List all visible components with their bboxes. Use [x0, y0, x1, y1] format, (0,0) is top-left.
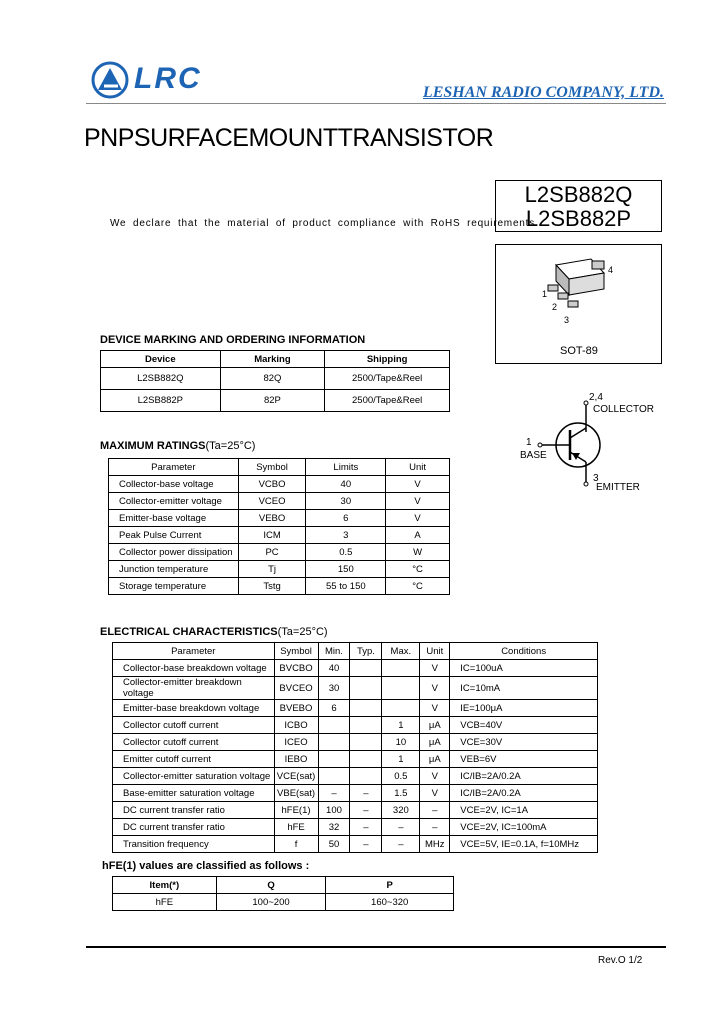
table-cell: BVCBO	[274, 660, 318, 677]
emitter-pin-label: 3	[593, 473, 599, 484]
table-cell: Collector cutoff current	[113, 734, 275, 751]
table-cell: 160~320	[326, 894, 454, 911]
table-cell	[350, 700, 382, 717]
table-row	[109, 561, 450, 578]
table-cell: L2SB882Q	[101, 368, 221, 390]
table-cell: –	[382, 836, 420, 853]
table-cell: –	[350, 819, 382, 836]
table-cell: ICM	[238, 527, 306, 544]
table-cell: 100	[318, 802, 350, 819]
table-cell: BVCEO	[274, 677, 318, 700]
table-header: Symbol	[238, 459, 306, 476]
table-cell: V	[420, 785, 450, 802]
table-cell: 1.5	[382, 785, 420, 802]
table-cell: V	[386, 476, 450, 493]
sot89-package-drawing	[496, 245, 661, 335]
table-cell: –	[318, 785, 350, 802]
table-cell: Collector-emitter breakdown voltage	[113, 677, 275, 700]
table-cell: IE=100μA	[450, 700, 598, 717]
table-row	[109, 476, 450, 493]
table-cell: V	[386, 493, 450, 510]
table-cell: Peak Pulse Current	[109, 527, 239, 544]
table-row	[113, 677, 598, 700]
table-cell: Tj	[238, 561, 306, 578]
table-cell: °C	[386, 578, 450, 595]
table-cell: A	[386, 527, 450, 544]
table-cell: –	[382, 819, 420, 836]
table-header: Device	[101, 351, 221, 368]
table-cell: Collector-emitter saturation voltage	[113, 768, 275, 785]
part-number: L2SB882Q	[524, 182, 633, 207]
table-cell: 40	[318, 660, 350, 677]
elec-title	[100, 626, 328, 638]
pin-label: 4	[608, 265, 614, 275]
table-cell: hFE	[274, 819, 318, 836]
table-cell	[350, 768, 382, 785]
table-cell: –	[420, 819, 450, 836]
table-row	[109, 510, 450, 527]
table-row	[109, 578, 450, 595]
table-cell: VCB=40V	[450, 717, 598, 734]
table-cell: VCE=5V, IE=0.1A, f=10MHz	[450, 836, 598, 853]
table-cell: 150	[306, 561, 386, 578]
table-cell: 82Q	[220, 368, 325, 390]
pin-label: 3	[564, 315, 570, 325]
table-cell: 0.5	[382, 768, 420, 785]
header-rule	[86, 103, 666, 104]
table-header: P	[326, 877, 454, 894]
table-cell: V	[420, 677, 450, 700]
hfe-table	[112, 876, 454, 911]
table-cell: –	[350, 836, 382, 853]
table-cell: 2500/Tape&Reel	[325, 368, 450, 390]
table-header: Parameter	[113, 643, 275, 660]
table-cell: L2SB882P	[101, 390, 221, 412]
table-cell: V	[386, 510, 450, 527]
package-name: SOT-89	[560, 345, 598, 357]
table-cell: 55 to 150	[306, 578, 386, 595]
table-cell: Emitter-base breakdown voltage	[113, 700, 275, 717]
table-header: Typ.	[350, 643, 382, 660]
table-cell	[350, 734, 382, 751]
table-cell: VEBO	[238, 510, 306, 527]
table-cell: Collector-base voltage	[109, 476, 239, 493]
table-cell: 1	[382, 751, 420, 768]
table-cell	[382, 700, 420, 717]
table-cell	[350, 751, 382, 768]
table-cell	[318, 768, 350, 785]
table-cell: DC current transfer ratio	[113, 819, 275, 836]
table-cell: BVEBO	[274, 700, 318, 717]
table-cell: 0.5	[306, 544, 386, 561]
table-cell: ICBO	[274, 717, 318, 734]
table-cell: MHz	[420, 836, 450, 853]
table-cell: 320	[382, 802, 420, 819]
table-cell	[318, 751, 350, 768]
table-row	[113, 700, 598, 717]
table-cell: VEB=6V	[450, 751, 598, 768]
table-cell: μA	[420, 717, 450, 734]
table-cell: PC	[238, 544, 306, 561]
table-cell: °C	[386, 561, 450, 578]
table-row	[113, 819, 598, 836]
table-row	[113, 734, 598, 751]
table-row	[113, 717, 598, 734]
table-cell: Collector-emitter voltage	[109, 493, 239, 510]
table-cell: ICEO	[274, 734, 318, 751]
section-title: ELECTRICAL CHARACTERISTICS	[100, 626, 278, 638]
table-cell: 6	[318, 700, 350, 717]
table-cell: W	[386, 544, 450, 561]
table-row	[109, 493, 450, 510]
table-cell: Collector-base breakdown voltage	[113, 660, 275, 677]
table-cell: VCEO	[238, 493, 306, 510]
section-condition: (Ta=25°C)	[277, 626, 328, 638]
table-cell: 100~200	[216, 894, 326, 911]
table-header: Shipping	[325, 351, 450, 368]
table-header: Parameter	[109, 459, 239, 476]
table-cell: hFE(1)	[274, 802, 318, 819]
hfe-classification-title: hFE(1) values are classified as follows :	[102, 860, 310, 872]
table-cell: Transition frequency	[113, 836, 275, 853]
table-cell: μA	[420, 734, 450, 751]
table-cell: IEBO	[274, 751, 318, 768]
table-cell: IC=100uA	[450, 660, 598, 677]
table-row	[113, 802, 598, 819]
section-title: MAXIMUM RATINGS	[100, 440, 206, 452]
table-header: Conditions	[450, 643, 598, 660]
table-cell: 10	[382, 734, 420, 751]
table-header: Item(*)	[113, 877, 217, 894]
table-cell: V	[420, 700, 450, 717]
max-ratings-title	[100, 440, 255, 452]
table-row	[113, 836, 598, 853]
table-cell: Emitter cutoff current	[113, 751, 275, 768]
table-cell: V	[420, 768, 450, 785]
table-cell: 2500/Tape&Reel	[325, 390, 450, 412]
table-cell: 82P	[220, 390, 325, 412]
table-cell: 6	[306, 510, 386, 527]
table-cell: VCE=2V, IC=100mA	[450, 819, 598, 836]
table-cell: Tstg	[238, 578, 306, 595]
collector-label: COLLECTOR	[593, 404, 654, 415]
rohs-statement: We declare that the material of product compliance with RoHS requirements.	[110, 218, 539, 229]
table-row	[109, 544, 450, 561]
table-header: Unit	[420, 643, 450, 660]
collector-pin-label: 2,4	[589, 392, 603, 403]
table-cell: IC/IB=2A/0.2A	[450, 785, 598, 802]
table-cell: 32	[318, 819, 350, 836]
table-header: Q	[216, 877, 326, 894]
table-cell: 3	[306, 527, 386, 544]
part-number: L2SB882P	[525, 206, 632, 231]
table-row	[113, 785, 598, 802]
table-header: Symbol	[274, 643, 318, 660]
base-label: BASE	[520, 450, 547, 461]
table-cell	[350, 677, 382, 700]
table-cell	[350, 660, 382, 677]
page-title: PNPSURFACEMOUNTTRANSISTOR	[84, 124, 494, 152]
table-cell: V	[420, 660, 450, 677]
table-cell: VBE(sat)	[274, 785, 318, 802]
table-cell: μA	[420, 751, 450, 768]
table-header: Marking	[220, 351, 325, 368]
table-header: Max.	[382, 643, 420, 660]
table-cell: VCE(sat)	[274, 768, 318, 785]
table-cell: VCE=2V, IC=1A	[450, 802, 598, 819]
table-cell	[382, 660, 420, 677]
table-cell: 50	[318, 836, 350, 853]
marking-table	[100, 350, 450, 412]
table-cell: Storage temperature	[109, 578, 239, 595]
table-header: Min.	[318, 643, 350, 660]
table-cell: 40	[306, 476, 386, 493]
table-row	[113, 768, 598, 785]
table-header: Unit	[386, 459, 450, 476]
table-cell: VCBO	[238, 476, 306, 493]
footer-rule	[86, 946, 666, 948]
table-cell	[350, 717, 382, 734]
table-cell	[318, 734, 350, 751]
logo-text: LRC	[134, 62, 202, 95]
table-cell: Emitter-base voltage	[109, 510, 239, 527]
table-cell: Junction temperature	[109, 561, 239, 578]
table-cell: Collector power dissipation	[109, 544, 239, 561]
table-cell: IC=10mA	[450, 677, 598, 700]
table-cell	[318, 717, 350, 734]
pin-label: 2	[552, 302, 558, 312]
marking-section-title: DEVICE MARKING AND ORDERING INFORMATION	[100, 334, 366, 346]
table-cell: Collector cutoff current	[113, 717, 275, 734]
table-cell: IC/IB=2A/0.2A	[450, 768, 598, 785]
table-cell: –	[350, 802, 382, 819]
table-row	[113, 660, 598, 677]
revision-label: Rev.O 1/2	[598, 955, 643, 966]
table-header: Limits	[306, 459, 386, 476]
table-cell: 30	[306, 493, 386, 510]
company-name: LESHAN RADIO COMPANY, LTD.	[422, 84, 664, 101]
electrical-table	[112, 642, 598, 853]
table-cell: –	[420, 802, 450, 819]
table-cell: 30	[318, 677, 350, 700]
pin-label: 1	[542, 289, 548, 299]
table-cell: DC current transfer ratio	[113, 802, 275, 819]
table-cell: 1	[382, 717, 420, 734]
table-cell	[382, 677, 420, 700]
table-row	[109, 527, 450, 544]
table-cell: VCE=30V	[450, 734, 598, 751]
emitter-label: EMITTER	[596, 482, 640, 493]
table-cell: hFE	[113, 894, 217, 911]
table-cell: Base-emitter saturation voltage	[113, 785, 275, 802]
max-ratings-table	[108, 458, 450, 595]
package-box	[495, 244, 662, 364]
section-condition: (Ta=25°C)	[205, 440, 256, 452]
table-cell: f	[274, 836, 318, 853]
table-row	[113, 751, 598, 768]
base-pin-label: 1	[526, 437, 532, 448]
table-cell: –	[350, 785, 382, 802]
